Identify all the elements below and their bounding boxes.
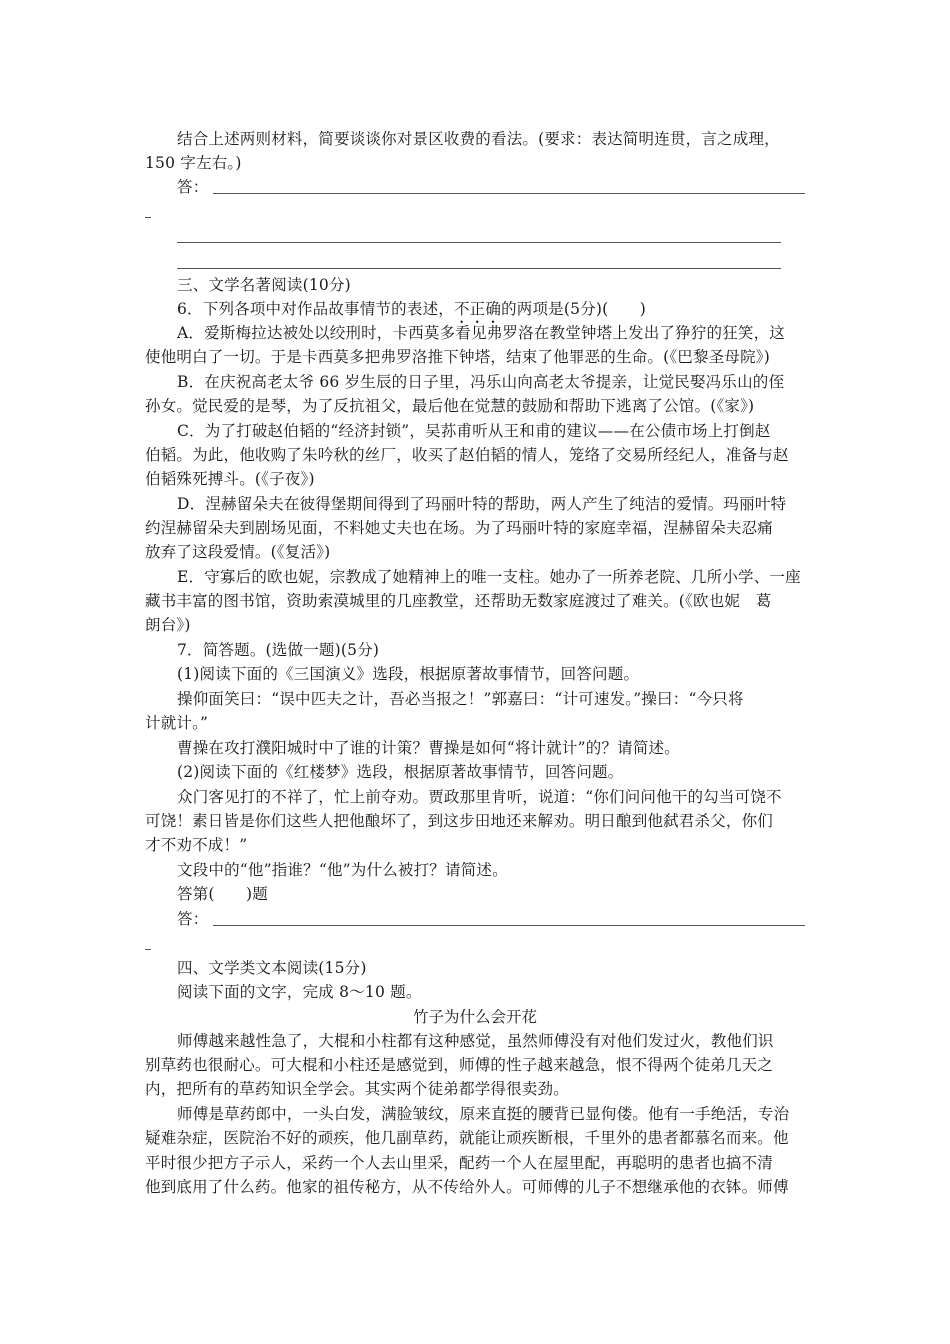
option-a: 使他明白了一切。于是卡西莫多把弗罗洛推下钟塔，结束了他罪恶的生命。(《巴黎圣母院》) (145, 348, 770, 366)
intro-line-1: 结合上述两则材料，简要谈谈你对景区收费的看法。(要求：表达简明连贯，言之成理， (177, 130, 780, 148)
question-6-emphasis: 不正确 (453, 300, 502, 318)
story-title: 竹子为什么会开花 (412, 1008, 537, 1026)
question-7-1-intro: (1)阅读下面的《三国演义》选段，根据原著故事情节，回答问题。 (177, 665, 640, 683)
question-7-2-intro: (2)阅读下面的《红楼梦》选段，根据原著故事情节，回答问题。 (177, 763, 624, 781)
option-d: 约涅赫留朵夫到剧场见面，不料她丈夫也在场。为了玛丽叶特的家庭幸福，涅赫留朵夫忍痛 (145, 519, 774, 537)
question-7-1-quote: 计就计。” (145, 714, 209, 732)
question-7-2-quote: 可饶！素日皆是你们这些人把他酿坏了，到这步田地还来解劝。明日酿到他弑君杀父，你们 (145, 812, 774, 830)
question-7-2-quote: 众门客见打的不祥了，忙上前夺劝。贾政那里肯听，说道：“你们问问他干的勾当可饶不 (177, 788, 782, 806)
story-paragraph-2: 师傅是草药郎中，一头白发，满脸皱纹，原来直挺的腰背已显佝偻。他有一手绝活，专治 (177, 1105, 790, 1123)
story-paragraph-1: 别草药也很耐心。可大棍和小柱还是感觉到，师傅的性子越来越急，恨不得两个徒弟几天之 (145, 1056, 774, 1074)
option-d: D．涅赫留朵夫在彼得堡期间得到了玛丽叶特的帮助，两人产生了纯洁的爱情。玛丽叶特 (177, 495, 787, 513)
option-c: 伯韬殊死搏斗。(《子夜》) (145, 470, 315, 488)
option-c: C．为了打破赵伯韬的“经济封锁”，吴荪甫听从王和甫的建议——在公债市场上打倒赵 (177, 422, 771, 440)
answer-line[interactable] (213, 925, 805, 926)
option-e: 藏书丰富的图书馆，资助索漠城里的几座教堂，还帮助无数家庭渡过了难关。(《欧也妮 葛 (145, 592, 772, 610)
answer-number-label: 答第( )题 (177, 885, 268, 903)
question-7-2-quote: 才不劝不成！” (145, 836, 248, 854)
option-e: 朗台》) (145, 616, 191, 634)
question-7: 7．简答题。(选做一题)(5分) (177, 641, 380, 659)
answer-line[interactable] (213, 193, 805, 194)
option-a: A．爱斯梅拉达被处以绞刑时，卡西莫多看见弗罗洛在教堂钟塔上发出了狰狞的狂笑，这 (177, 324, 785, 342)
intro-line-2: 150 字左右。) (145, 154, 242, 172)
question-7-1-prompt: 曹操在攻打濮阳城时中了谁的计策？曹操是如何“将计就计”的？请简述。 (177, 739, 680, 757)
story-paragraph-2: 疑难杂症，医院治不好的顽疾，他几副草药，就能让顽疾断根，千里外的患者都慕名而来。他 (145, 1129, 789, 1147)
story-paragraph-1: 师傅越来越性急了，大棍和小柱都有这种感觉，虽然师傅没有对他们发过火，教他们识 (177, 1032, 774, 1050)
answer-label: 答： (177, 910, 209, 928)
story-paragraph-2: 他到底用了什么药。他家的祖传秘方，从不传给外人。可师傅的儿子不想继承他的衣钵。师傅 (145, 1178, 789, 1196)
option-b: 孙女。觉民爱的是琴，为了反抗祖父，最后他在觉慧的鼓励和帮助下逃离了公馆。(《家》) (145, 397, 755, 415)
option-b: B．在庆祝高老太爷 66 岁生辰的日子里，冯乐山向高老太爷提亲，让觉民娶冯乐山的侄 (177, 373, 785, 391)
answer-line-dash (145, 949, 151, 950)
section-4-instruction: 阅读下面的文字，完成 8～10 题。 (177, 983, 422, 1001)
question-7-1-quote: 操仰面笑曰：“误中匹夫之计，吾必当报之！”郭嘉曰：“计可速发。”操曰：“今只将 (177, 690, 744, 708)
answer-line[interactable] (177, 268, 781, 269)
question-6-post: 的两项是(5分)( ) (501, 300, 647, 318)
option-e: E．守寡后的欧也妮，宗教成了她精神上的唯一支柱。她办了一所养老院、几所小学、一座 (177, 568, 801, 586)
option-c: 伯韬。为此，他收购了朱吟秋的丝厂，收买了赵伯韬的情人，笼络了交易所经纪人，准备与赵 (145, 446, 789, 464)
answer-line-dash (145, 217, 151, 218)
answer-line[interactable] (177, 242, 781, 243)
option-d: 放弃了这段爱情。(《复活》) (145, 543, 331, 561)
section-4-heading: 四、文学类文本阅读(15分) (177, 959, 367, 977)
story-paragraph-1: 内，把所有的草药知识全学会。其实两个徒弟都学得很卖劲。 (145, 1080, 569, 1098)
question-6-pre: 6．下列各项中对作品故事情节的表述， (177, 300, 454, 318)
answer-label: 答： (177, 178, 209, 196)
story-paragraph-2: 平时很少把方子示人，采药一个人去山里采，配药一个人在屋里配，再聪明的患者也搞不清 (145, 1154, 774, 1172)
question-7-2-prompt: 文段中的“他”指谁？“他”为什么被打？请简述。 (177, 861, 508, 879)
section-3-heading: 三、文学名著阅读(10分) (177, 276, 351, 294)
